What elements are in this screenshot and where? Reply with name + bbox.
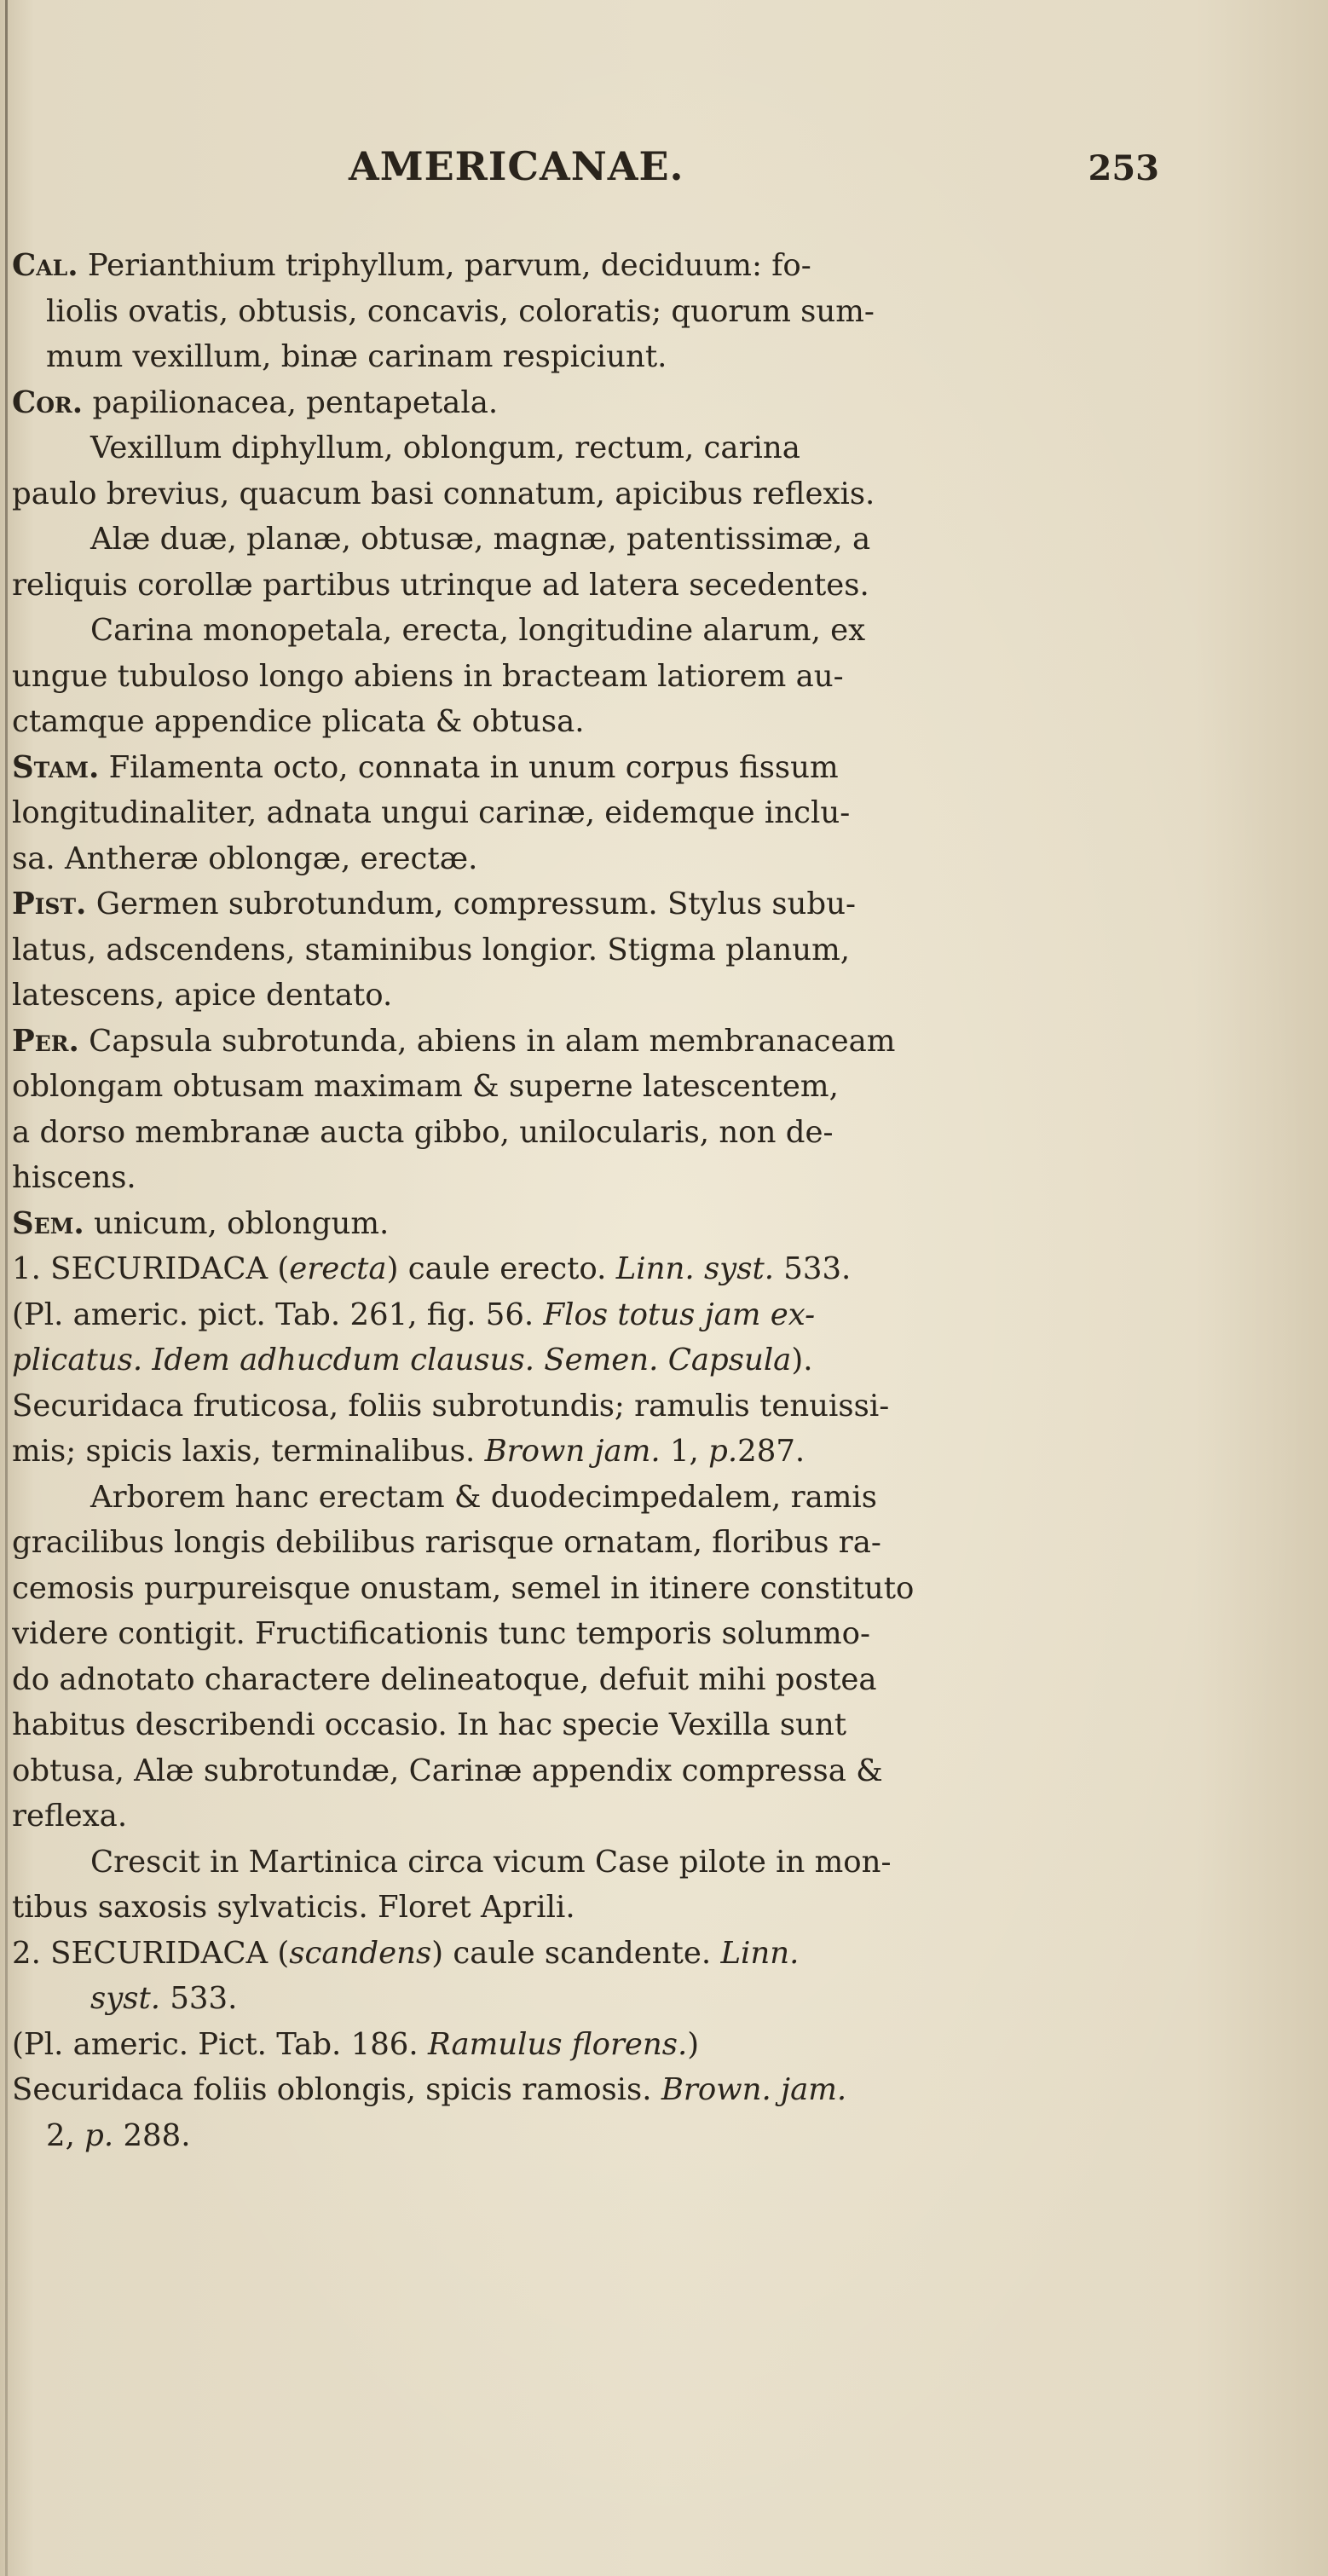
text-line [12, 1520, 1163, 1566]
text-line [12, 1840, 1163, 1886]
page-header [12, 143, 1163, 203]
text-line [12, 1201, 1163, 1247]
text-run: 288. [113, 2117, 191, 2153]
text-run: liolis ovatis, obtusis, concavis, coloratis; quorum sum- [46, 293, 875, 329]
body-text [12, 243, 1163, 2158]
text-run: Arborem hanc erectam & duodecimpedalem, ramis [90, 1479, 877, 1515]
text-run: 2, [46, 2117, 85, 2153]
italic-text: Brown jam. [484, 1434, 661, 1469]
text-run: Carina monopetala, erecta, longitudine alarum, ex [90, 613, 866, 648]
text-run: Filamenta octo, connata in unum corpus fissum [99, 749, 839, 785]
text-line [12, 1110, 1163, 1156]
section-label: Sem. [12, 1205, 84, 1241]
running-head: AMERICANAE. [349, 143, 684, 189]
text-run: (Pl. americ. Pict. Tab. 186. [12, 2026, 428, 2062]
text-run: habitus describendi occasio. In hac specie Vexilla sunt [12, 1707, 847, 1742]
text-line [12, 334, 1163, 380]
text-run: Vexillum diphyllum, oblongum, rectum, carina [90, 430, 800, 465]
text-run: 533. [774, 1251, 852, 1286]
text-line [12, 243, 1163, 289]
text-line [12, 1702, 1163, 1748]
section-label: Per. [12, 1023, 79, 1059]
text-run: gracilibus longis debilibus rarisque ornatam, floribus ra- [12, 1525, 881, 1560]
text-line [12, 927, 1163, 973]
text-line [12, 836, 1163, 882]
text-run: ). [791, 1343, 813, 1378]
text-line [12, 1793, 1163, 1840]
text-run: ungue tubuloso longo abiens in bracteam latiorem au- [12, 658, 844, 694]
text-line [12, 1657, 1163, 1703]
text-run: obtusa, Alæ subrotundæ, Carinæ appendix compressa & [12, 1753, 883, 1788]
text-run: mis; spicis laxis, terminalibus. [12, 1434, 485, 1469]
text-run: hiscens. [12, 1160, 136, 1195]
text-run: 533. [160, 1981, 238, 2016]
text-run: reliquis corollæ partibus utrinque ad latera secedentes. [12, 567, 869, 603]
text-run: ) [687, 2026, 700, 2062]
page-binding-edge [5, 0, 8, 2576]
text-run: Securidaca foliis oblongis, spicis ramosis. [12, 2072, 661, 2107]
text-run: Capsula subrotunda, abiens in alam membranaceam [78, 1023, 896, 1059]
text-run: 1. SECURIDACA ( [12, 1251, 290, 1286]
section-label: Cal. [12, 248, 78, 283]
text-line [12, 1976, 1163, 2022]
italic-text: p. [708, 1434, 738, 1469]
text-line [12, 1246, 1163, 1292]
text-line [12, 1611, 1163, 1657]
text-run: 287. [737, 1434, 805, 1469]
italic-text: syst. [90, 1981, 161, 2016]
text-line [12, 1429, 1163, 1475]
text-run: ctamque appendice plicata & obtusa. [12, 704, 585, 739]
text-run: 1, [660, 1434, 709, 1469]
text-line [12, 1155, 1163, 1201]
section-label: Cor. [12, 384, 84, 420]
text-line [12, 1383, 1163, 1430]
text-run: videre contigit. Fructificationis tunc temporis solummo- [12, 1616, 870, 1651]
text-line [12, 1885, 1163, 1931]
text-line [12, 790, 1163, 836]
text-line [12, 471, 1163, 517]
text-run: cemosis purpureisque onustam, semel in itinere constituto [12, 1570, 915, 1606]
section-label: Stam. [12, 749, 100, 785]
text-line [12, 1292, 1163, 1338]
text-line [12, 2067, 1163, 2113]
text-run: papilionacea, pentapetala. [83, 384, 499, 420]
text-line [12, 517, 1163, 563]
text-run: longitudinaliter, adnata ungui carinæ, eidemque inclu- [12, 795, 851, 830]
text-run: oblongam obtusam maximam & superne latescentem, [12, 1069, 839, 1104]
text-run: a dorso membranæ aucta gibbo, unilocularis, non de- [12, 1114, 834, 1150]
text-run: paulo brevius, quacum basi connatum, apicibus reflexis. [12, 476, 875, 511]
text-line [12, 1566, 1163, 1612]
text-line [12, 1019, 1163, 1065]
italic-text: Linn. [720, 1935, 800, 1971]
italic-text: plicatus. Idem adhucdum clausus. Semen. Capsula [12, 1343, 792, 1378]
section-label: Pist. [12, 887, 87, 921]
text-run: sa. Antheræ oblongæ, erectæ. [12, 840, 478, 876]
text-line [12, 1337, 1163, 1383]
text-run: Securidaca fruticosa, foliis subrotundis; ramulis tenuissi- [12, 1388, 890, 1424]
text-line [12, 1748, 1163, 1794]
text-run: ) caule scandente. [431, 1935, 721, 1971]
italic-text: Brown. jam. [661, 2072, 847, 2107]
italic-text: Flos totus jam ex- [543, 1297, 816, 1332]
italic-text: p. [84, 2117, 114, 2153]
text-line [12, 881, 1163, 927]
text-line [12, 608, 1163, 654]
text-run: mum vexillum, binæ carinam respiciunt. [46, 339, 667, 374]
text-run: reflexa. [12, 1799, 128, 1834]
text-line [12, 289, 1163, 335]
text-line [12, 2113, 1163, 2159]
text-run: do adnotato charactere delineatoque, defuit mihi postea [12, 1661, 877, 1697]
text-line [12, 973, 1163, 1019]
text-line [12, 699, 1163, 745]
text-run: 2. SECURIDACA ( [12, 1935, 290, 1971]
text-run: Crescit in Martinica circa vicum Case pilote in mon- [90, 1844, 892, 1880]
text-line [12, 1064, 1163, 1110]
text-run: (Pl. americ. pict. Tab. 261, fig. 56. [12, 1297, 544, 1332]
text-line [12, 1475, 1163, 1521]
text-line [12, 563, 1163, 609]
italic-text: erecta [289, 1251, 387, 1286]
text-line [12, 380, 1163, 426]
text-run: latus, adscendens, staminibus longior. Stigma planum, [12, 932, 851, 967]
text-run: latescens, apice dentato. [12, 978, 393, 1013]
text-run: Alæ duæ, planæ, obtusæ, magnæ, patentissimæ, a [90, 522, 871, 557]
text-line [12, 745, 1163, 791]
text-line [12, 425, 1163, 471]
text-run: ) caule erecto. [386, 1251, 616, 1286]
text-run: tibus saxosis sylvaticis. Floret Aprili. [12, 1890, 575, 1925]
italic-text: Linn. syst. [615, 1251, 774, 1286]
page-number: 253 [1088, 148, 1159, 188]
text-run: Germen subrotundum, compressum. Stylus subu- [86, 887, 856, 921]
text-run: unicum, oblongum. [84, 1205, 390, 1241]
text-line [12, 654, 1163, 700]
text-line [12, 2022, 1163, 2068]
text-line [12, 1931, 1163, 1977]
text-run: Perianthium triphyllum, parvum, deciduum: fo- [78, 248, 811, 283]
italic-text: scandens [289, 1935, 432, 1971]
italic-text: Ramulus florens. [427, 2026, 688, 2062]
